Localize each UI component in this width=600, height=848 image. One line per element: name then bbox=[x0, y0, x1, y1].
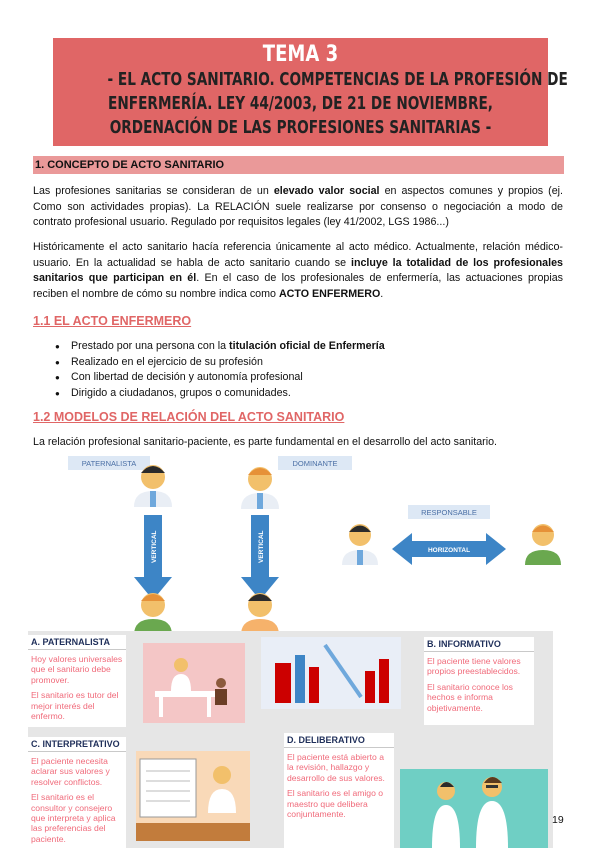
chapter-subtitle-line-1: - EL ACTO SANITARIO. COMPETENCIAS DE LA PROFESIÓN DE bbox=[107, 70, 568, 90]
card-text: El sanitario conoce los hechos e informa objetivamente. bbox=[427, 681, 513, 713]
section-1-1-heading: 1.1 EL ACTO ENFERMERO bbox=[33, 314, 192, 328]
list-item: ● Con libertad de decisión y autonomía profesional bbox=[55, 370, 385, 386]
patient-figure-2 bbox=[241, 593, 279, 635]
paternalista-illustration bbox=[143, 643, 245, 723]
paragraph-1: Las profesiones sanitarias se consideran de un elevado valor social en aspectos comunes y propios (ej. Como son actividades propias). La RELACIÓN suele realizarse por consenso o negociación a modo de contrato profesional usuario. Regulado por requisitos legales (ley 41/2002, LGS 1986...) bbox=[33, 185, 564, 228]
deliberativo-illustration bbox=[400, 769, 548, 848]
patient-figure-1 bbox=[134, 593, 172, 635]
card-title: D. DELIBERATIVO bbox=[284, 733, 394, 748]
list-item: ● Dirigido a ciudadanos, grupos o comunidades. bbox=[55, 386, 385, 402]
card-text: El sanitario es el amigo o maestro que delibera conjuntamente. bbox=[287, 788, 384, 820]
doctor-figure-2 bbox=[241, 467, 279, 509]
vertical-arrow-2 bbox=[241, 515, 279, 600]
card-text: Hoy valores universales que el sanitario debe promover. bbox=[31, 654, 123, 685]
model-card-informativo bbox=[424, 637, 534, 725]
vertical-label-1: VERTICAL bbox=[151, 530, 158, 563]
horizontal-label: HORIZONTAL bbox=[427, 547, 471, 554]
section-1-2-intro: La relación profesional sanitario-paciente, es parte fundamental en el desarrollo del acto sanitario. bbox=[33, 436, 497, 448]
card-title: C. INTERPRETATIVO bbox=[28, 737, 126, 752]
model-card-paternalista bbox=[28, 635, 126, 727]
vertical-arrow-1 bbox=[134, 515, 172, 600]
card-text: El sanitario es el consultor y consejero que interpreta y aplica las preferencias del paciente. bbox=[31, 792, 116, 844]
card-text: El paciente necesita aclarar sus valores y resolver conflictos. bbox=[31, 756, 110, 787]
dominante-label: DOMINANTE bbox=[292, 459, 338, 468]
models-panel bbox=[28, 631, 553, 848]
card-text: El sanitario es tutor del mejor interés del enfermo. bbox=[31, 690, 119, 722]
card-title: B. INFORMATIVO bbox=[424, 637, 534, 652]
responsable-label: RESPONSABLE bbox=[421, 508, 477, 517]
horizontal-arrow bbox=[392, 533, 506, 565]
title-banner bbox=[53, 38, 568, 146]
informativo-illustration bbox=[261, 637, 401, 709]
vertical-label-2: VERTICAL bbox=[258, 530, 265, 563]
interpretativo-illustration bbox=[136, 751, 250, 841]
card-title: A. PATERNALISTA bbox=[28, 635, 126, 650]
relationship-diagram bbox=[0, 455, 600, 635]
card-text: El paciente tiene valores propios preestablecidos. bbox=[427, 656, 521, 677]
chapter-subtitle-line-2: ENFERMERÍA. LEY 44/2003, DE 21 DE NOVIEMBRE, bbox=[108, 94, 493, 114]
acto-enfermero-list bbox=[55, 339, 385, 401]
patient-figure-3 bbox=[525, 524, 561, 565]
list-item: ● Prestado por una persona con la titulación oficial de Enfermería bbox=[55, 339, 385, 355]
paternalista-label: PATERNALISTA bbox=[81, 459, 137, 468]
chapter-subtitle-line-3: ORDENACIÓN DE LAS PROFESIONES SANITARIAS - bbox=[109, 118, 492, 138]
card-text: El paciente está abierto a la revisión, hallazgo y desarrollo de sus valores. bbox=[287, 752, 385, 783]
paragraph-2: Históricamente el acto sanitario hacía referencia únicamente al acto médico. Actualmente, relación médico-usuario. En la actualidad se habla de acto sanitario cuando se incluye la totalidad de los profesionales sanitarios que participan en él. En el caso de los profesionales de enfermería, las actuaciones propias reciben el nombre de cómo su nombre indica como ACTO ENFERMERO. bbox=[33, 241, 563, 300]
list-item: ● Realizado en el ejercicio de su profesión bbox=[55, 355, 385, 371]
page-number: 19 bbox=[552, 814, 564, 826]
model-card-deliberativo bbox=[284, 733, 394, 848]
model-card-interpretativo bbox=[28, 737, 126, 848]
section-1-2-heading: 1.2 MODELOS DE RELACIÓN DEL ACTO SANITARIO bbox=[33, 410, 345, 424]
doctor-figure-1 bbox=[134, 465, 172, 507]
doctor-figure-3 bbox=[342, 524, 378, 565]
section-1-heading: 1. CONCEPTO DE ACTO SANITARIO bbox=[33, 156, 564, 174]
chapter-title: TEMA 3 bbox=[262, 42, 339, 67]
